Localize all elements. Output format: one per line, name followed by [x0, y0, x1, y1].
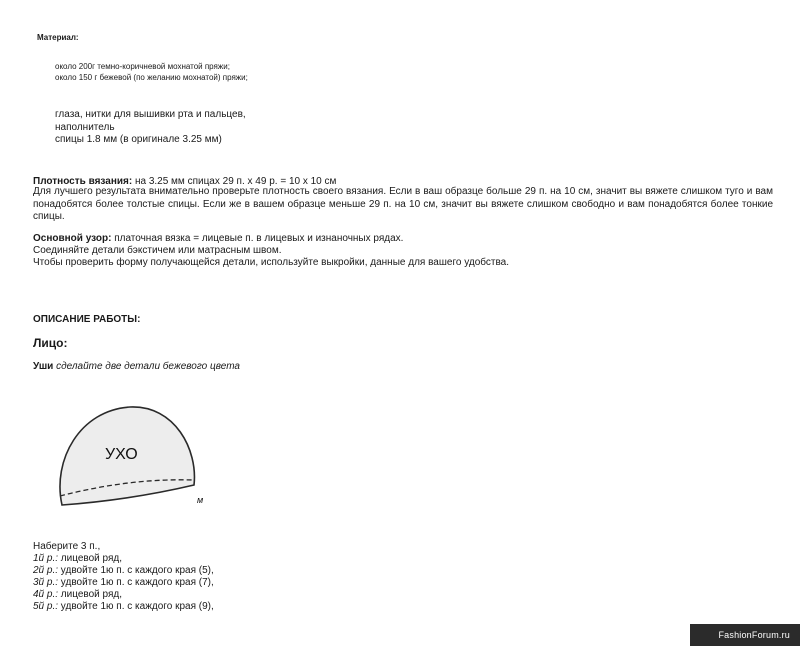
- ears-line: [33, 361, 240, 372]
- pattern-label: Основной узор:: [33, 233, 112, 244]
- row-text: удвойте 1ю п. с каждого края (5),: [58, 565, 214, 576]
- gauge-label: Плотность вязания:: [33, 176, 133, 187]
- material-line: спицы 1.8 мм (в оригинале 3.25 мм): [55, 134, 222, 145]
- row-number: 4й р.:: [33, 589, 59, 600]
- material-heading: Материал:: [37, 33, 79, 42]
- work-heading: ОПИСАНИЕ РАБОТЫ:: [33, 314, 141, 325]
- row-line: [33, 577, 214, 588]
- row-number: 3й р.:: [33, 577, 59, 588]
- stitch-marker: м: [197, 495, 204, 505]
- yarn-line: около 200г темно-коричневой мохнатой пряжи;: [55, 62, 230, 71]
- pattern-line: Чтобы проверить форму получающейся детали, используйте выкройки, данные для вашего удобства.: [33, 257, 510, 268]
- row-text: удвойте 1ю п. с каждого края (9),: [58, 601, 214, 612]
- material-line: наполнитель: [55, 122, 115, 133]
- gauge-paragraph: Для лучшего результата внимательно проверьте плотность своего вязания. Если в ваш образце больше 29 п. на 10 см, значит вы вяжете слишком туго и вам понадобятся более толстые спицы. Если же в вашем образце меньше 29 п. на 10 см, значит вы вяжете слишком свободно и вам понадобятся более тонкие спицы.: [33, 186, 773, 222]
- gauge-value: на 3.25 мм спицах 29 п. х 49 р. = 10 х 10 см: [132, 176, 337, 187]
- face-heading: Лицо:: [33, 336, 68, 350]
- row-text: удвойте 1ю п. с каждого края (7),: [58, 577, 214, 588]
- row-number: 1й р.:: [33, 553, 59, 564]
- row-line: [33, 589, 122, 600]
- ears-label: Уши: [33, 361, 54, 372]
- pattern-line: [33, 233, 773, 246]
- cast-on-line: Наберите 3 п.,: [33, 541, 101, 552]
- watermark-text: FashionForum.ru: [718, 630, 790, 640]
- pattern-line: Соединяйте детали бэкстичем или матрасным швом.: [33, 245, 282, 256]
- ear-label: УХО: [105, 446, 138, 463]
- ears-text: сделайте две детали бежевого цвета: [53, 361, 240, 372]
- row-number: 5й р.:: [33, 601, 59, 612]
- row-line: [33, 601, 214, 612]
- pattern-value: платочная вязка = лицевые п. в лицевых и изнаночных рядах.: [111, 233, 404, 244]
- ear-diagram: [50, 400, 220, 510]
- row-line: [33, 553, 122, 564]
- material-line: глаза, нитки для вышивки рта и пальцев,: [55, 109, 246, 120]
- row-text: лицевой ряд,: [58, 553, 123, 564]
- row-line: [33, 565, 214, 576]
- yarn-line: около 150 г бежевой (по желанию мохнатой) пряжи;: [55, 73, 248, 82]
- row-text: лицевой ряд,: [58, 589, 123, 600]
- row-number: 2й р.:: [33, 565, 59, 576]
